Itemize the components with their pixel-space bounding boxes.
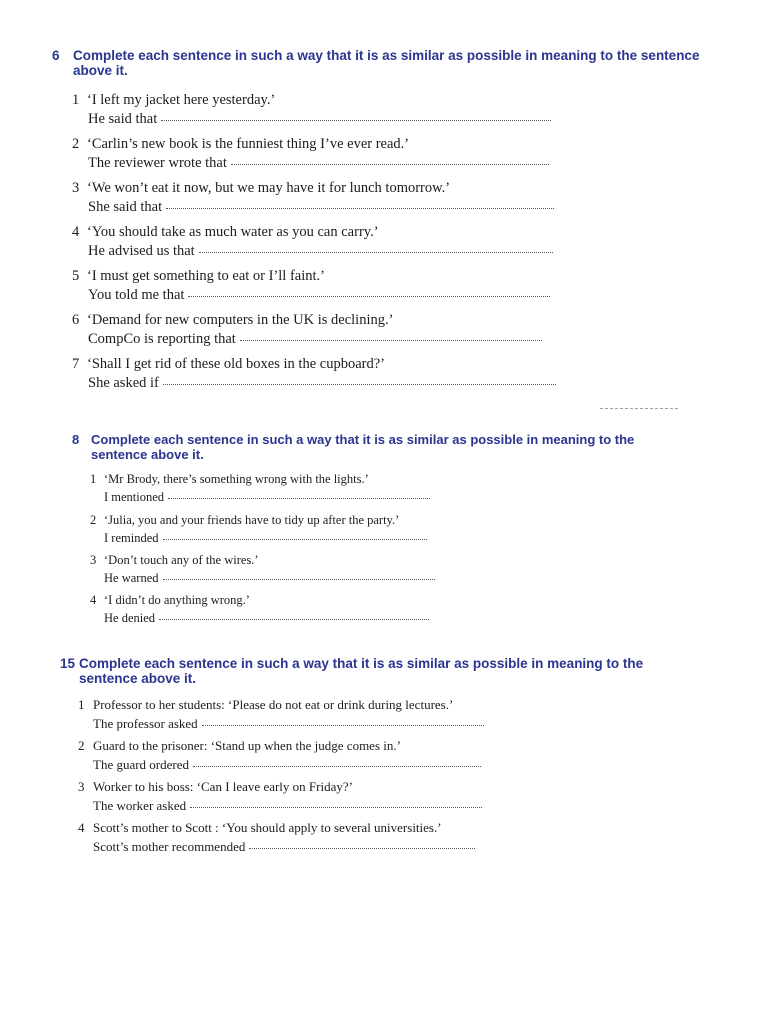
item-number: 2 (72, 136, 80, 152)
item-number: 3 (78, 779, 85, 794)
answer-line[interactable] (88, 330, 542, 348)
exercise-6 (52, 48, 712, 391)
item-number: 3 (72, 180, 80, 196)
answer-line[interactable] (104, 610, 429, 626)
item-number: 3 (90, 553, 97, 567)
answer-blank[interactable] (249, 848, 475, 849)
item-number: 2 (90, 513, 97, 527)
exercise-instructions: Complete each sentence in such a way that it is as similar as possible in meaning to the sentence above it. (91, 432, 635, 462)
item-number: 5 (72, 268, 80, 284)
item-prompt: ‘Demand for new computers in the UK is declining.’ (87, 312, 394, 328)
answer-line[interactable] (93, 839, 475, 855)
answer-stem: The reviewer wrote that (88, 155, 227, 171)
item-number: 1 (78, 697, 85, 712)
answer-blank[interactable] (168, 498, 430, 499)
answer-stem: I reminded (104, 531, 159, 545)
item-number: 6 (72, 312, 80, 328)
exercise-heading (52, 48, 712, 78)
item-prompt: ‘Don’t touch any of the wires.’ (104, 553, 259, 567)
answer-stem: He denied (104, 611, 156, 625)
answer-line[interactable] (93, 798, 482, 814)
answer-stem: The professor asked (93, 716, 198, 731)
answer-stem: The worker asked (93, 798, 187, 813)
answer-line[interactable] (88, 154, 549, 172)
item-prompt: Scott’s mother to Scott : ‘You should apply to several universities.’ (93, 820, 442, 835)
answer-stem: You told me that (88, 287, 185, 303)
answer-stem: CompCo is reporting that (88, 331, 236, 347)
exercise-number: 6 (52, 48, 60, 63)
answer-line[interactable] (88, 374, 556, 392)
item-number: 1 (90, 472, 97, 486)
item-prompt: ‘Shall I get rid of these old boxes in the cupboard?’ (87, 356, 385, 372)
item-number: 4 (72, 224, 80, 240)
item-prompt: ‘I didn’t do anything wrong.’ (104, 593, 250, 607)
exercise-number: 8 (72, 432, 80, 447)
answer-line[interactable] (104, 570, 435, 586)
answer-stem: I mentioned (104, 490, 165, 504)
page-edge-mark (600, 408, 678, 409)
answer-line[interactable] (104, 530, 427, 546)
exercise-instructions: Complete each sentence in such a way that it is as similar as possible in meaning to the sentence above it. (79, 656, 644, 686)
answer-blank[interactable] (163, 579, 435, 580)
answer-line[interactable] (88, 198, 554, 216)
exercise-heading (72, 432, 692, 462)
item-prompt: ‘Carlin’s new book is the funniest thing I’ve ever read.’ (87, 136, 410, 152)
answer-line[interactable] (88, 286, 550, 304)
item-prompt: ‘You should take as much water as you can carry.’ (87, 224, 379, 240)
exercise-heading (60, 656, 700, 686)
answer-line[interactable] (88, 242, 553, 260)
item-prompt: ‘Mr Brody, there’s something wrong with the lights.’ (104, 472, 369, 486)
item-prompt: Worker to his boss: ‘Can I leave early on Friday?’ (93, 779, 353, 794)
answer-stem: She said that (88, 199, 163, 215)
item-number: 4 (78, 820, 85, 835)
answer-line[interactable] (93, 716, 484, 732)
exercise-number: 15 (60, 656, 76, 671)
answer-line[interactable] (88, 110, 551, 128)
answer-stem: He said that (88, 111, 158, 127)
answer-blank[interactable] (240, 340, 542, 341)
answer-line[interactable] (93, 757, 481, 773)
answer-blank[interactable] (163, 539, 427, 540)
answer-blank[interactable] (159, 619, 429, 620)
answer-stem: He warned (104, 571, 159, 585)
exercise-15 (60, 656, 700, 854)
answer-blank[interactable] (193, 766, 481, 767)
exercise-instructions: Complete each sentence in such a way that it is as similar as possible in meaning to the sentence above it. (73, 48, 700, 78)
answer-stem: Scott’s mother recommended (93, 839, 246, 854)
answer-blank[interactable] (161, 120, 551, 121)
item-number: 2 (78, 738, 85, 753)
item-prompt: ‘I left my jacket here yesterday.’ (87, 92, 276, 108)
item-number: 1 (72, 92, 80, 108)
answer-blank[interactable] (202, 725, 484, 726)
exercise-8 (72, 432, 692, 625)
item-number: 4 (90, 593, 97, 607)
item-prompt: ‘I must get something to eat or I’ll faint.’ (87, 268, 325, 284)
item-number: 7 (72, 356, 80, 372)
answer-blank[interactable] (166, 208, 554, 209)
answer-blank[interactable] (199, 252, 553, 253)
answer-stem: She asked if (88, 375, 159, 391)
item-prompt: ‘We won’t eat it now, but we may have it for lunch tomorrow.’ (87, 180, 451, 196)
answer-line[interactable] (104, 489, 430, 505)
answer-blank[interactable] (231, 164, 549, 165)
answer-blank[interactable] (188, 296, 550, 297)
answer-stem: The guard ordered (93, 757, 190, 772)
answer-stem: He advised us that (88, 243, 195, 259)
item-prompt: Professor to her students: ‘Please do not eat or drink during lectures.’ (93, 697, 454, 712)
item-prompt: Guard to the prisoner: ‘Stand up when the judge comes in.’ (93, 738, 401, 753)
answer-blank[interactable] (190, 807, 482, 808)
answer-blank[interactable] (163, 384, 556, 385)
item-prompt: ‘Julia, you and your friends have to tidy up after the party.’ (104, 513, 400, 527)
